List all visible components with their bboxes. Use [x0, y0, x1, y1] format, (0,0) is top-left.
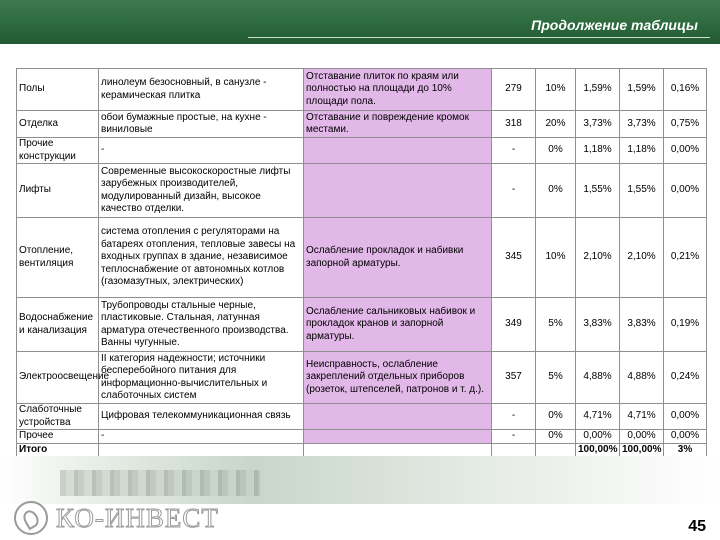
value-cell: 2,10% — [576, 218, 620, 298]
table-row — [17, 111, 707, 138]
value-cell: 0,00% — [620, 430, 664, 444]
element-name: Электроосвещение — [17, 352, 99, 404]
element-description: - — [99, 138, 304, 164]
table-row — [17, 430, 707, 444]
element-description: линолеум безосновный, в санузле - керамическая плитка — [99, 69, 304, 111]
wear-table — [16, 68, 707, 457]
value-cell: 1,18% — [620, 138, 664, 164]
value-cell: 0% — [536, 138, 576, 164]
value-cell: 0,19% — [664, 298, 707, 352]
value-cell: 20% — [536, 111, 576, 138]
defect-description — [304, 138, 492, 164]
total-value: 100,00% — [576, 443, 620, 457]
table-row — [17, 69, 707, 111]
value-cell: 1,55% — [620, 164, 664, 218]
value-cell: 3,73% — [620, 111, 664, 138]
table-row — [17, 298, 707, 352]
value-cell: 3,83% — [576, 298, 620, 352]
element-description: II категория надежности; источники бесперебойного питания для информационно-вычислительных и слаботочных систем — [99, 352, 304, 404]
value-cell: 0% — [536, 404, 576, 430]
empty-cell — [99, 443, 304, 457]
company-logo — [14, 500, 219, 536]
value-cell: 0% — [536, 430, 576, 444]
page-number: 45 — [688, 518, 706, 535]
empty-cell — [304, 443, 492, 457]
value-cell: 0,00% — [664, 164, 707, 218]
value-cell: - — [492, 138, 536, 164]
value-cell: 0,16% — [664, 69, 707, 111]
value-cell: 279 — [492, 69, 536, 111]
value-cell: - — [492, 404, 536, 430]
value-cell: 1,55% — [576, 164, 620, 218]
value-cell: 0,21% — [664, 218, 707, 298]
total-value: 3% — [664, 443, 707, 457]
page-title: Продолжение таблицы — [531, 17, 698, 33]
defect-description — [304, 404, 492, 430]
value-cell: 10% — [536, 69, 576, 111]
value-cell: 4,88% — [620, 352, 664, 404]
element-description: обои бумажные простые, на кухне - виниловые — [99, 111, 304, 138]
element-name: Слаботочные устройства — [17, 404, 99, 430]
value-cell: 345 — [492, 218, 536, 298]
value-cell: 0% — [536, 164, 576, 218]
value-cell: 318 — [492, 111, 536, 138]
element-name: Отделка — [17, 111, 99, 138]
value-cell: 5% — [536, 298, 576, 352]
value-cell: 4,88% — [576, 352, 620, 404]
value-cell: 3,83% — [620, 298, 664, 352]
defect-description: Отставание плиток по краям или полностью на площади до 10% площади пола. — [304, 69, 492, 111]
table-row — [17, 138, 707, 164]
table-row — [17, 218, 707, 298]
element-name: Прочее — [17, 430, 99, 444]
table-row — [17, 164, 707, 218]
value-cell: 0,75% — [664, 111, 707, 138]
element-name: Лифты — [17, 164, 99, 218]
title-bar — [0, 0, 720, 44]
defect-description: Ослабление сальниковых набивок и прокладок кранов и запорной арматуры. — [304, 298, 492, 352]
value-cell: 0,00% — [664, 404, 707, 430]
value-cell: 1,59% — [620, 69, 664, 111]
element-description: система отопления с регуляторами на батареях отопления, тепловые завесы на входных группах в здание, независимое теплоснабжение от автономных котлов (газомазутных, электрических) — [99, 218, 304, 298]
total-value: 100,00% — [620, 443, 664, 457]
element-description: Трубопроводы стальные черные, пластиковые. Стальная, латунная арматура отечественного производства. Ванны чугунные. — [99, 298, 304, 352]
logo-emblem-icon — [14, 501, 48, 535]
total-row — [17, 443, 707, 457]
value-cell: - — [492, 164, 536, 218]
value-cell: 0,24% — [664, 352, 707, 404]
element-description: - — [99, 430, 304, 444]
value-cell: 349 — [492, 298, 536, 352]
table-row — [17, 404, 707, 430]
value-cell: 1,59% — [576, 69, 620, 111]
element-name: Прочие конструкции — [17, 138, 99, 164]
value-cell: 4,71% — [576, 404, 620, 430]
title-underline — [248, 37, 710, 38]
element-description: Цифровая телекоммуникационная связь — [99, 404, 304, 430]
value-cell: 0,00% — [576, 430, 620, 444]
value-cell: 0,00% — [664, 430, 707, 444]
value-cell: 0,00% — [664, 138, 707, 164]
defect-description: Отставание и повреждение кромок местами. — [304, 111, 492, 138]
empty-cell — [492, 443, 536, 457]
value-cell: 1,18% — [576, 138, 620, 164]
value-cell: 10% — [536, 218, 576, 298]
logo-text: КО-ИНВЕСТ — [56, 502, 219, 533]
total-label: Итого — [17, 443, 99, 457]
buildings-illustration — [60, 470, 260, 496]
value-cell: 5% — [536, 352, 576, 404]
defect-description — [304, 430, 492, 444]
element-name: Полы — [17, 69, 99, 111]
value-cell: 3,73% — [576, 111, 620, 138]
empty-cell — [536, 443, 576, 457]
defect-description: Ослабление прокладок и набивки запорной арматуры. — [304, 218, 492, 298]
element-name: Водоснабжение и канализация — [17, 298, 99, 352]
defect-description: Неисправность, ослабление закреплений отдельных приборов (розеток, штепселей, патронов и т. д.). — [304, 352, 492, 404]
element-name: Отопление, вентиляция — [17, 218, 99, 298]
defect-description — [304, 164, 492, 218]
value-cell: 4,71% — [620, 404, 664, 430]
value-cell: - — [492, 430, 536, 444]
element-description: Современные высокоскоростные лифты зарубежных производителей, модулированный дизайн, высокое качество отделки. — [99, 164, 304, 218]
value-cell: 357 — [492, 352, 536, 404]
table-row — [17, 352, 707, 404]
value-cell: 2,10% — [620, 218, 664, 298]
